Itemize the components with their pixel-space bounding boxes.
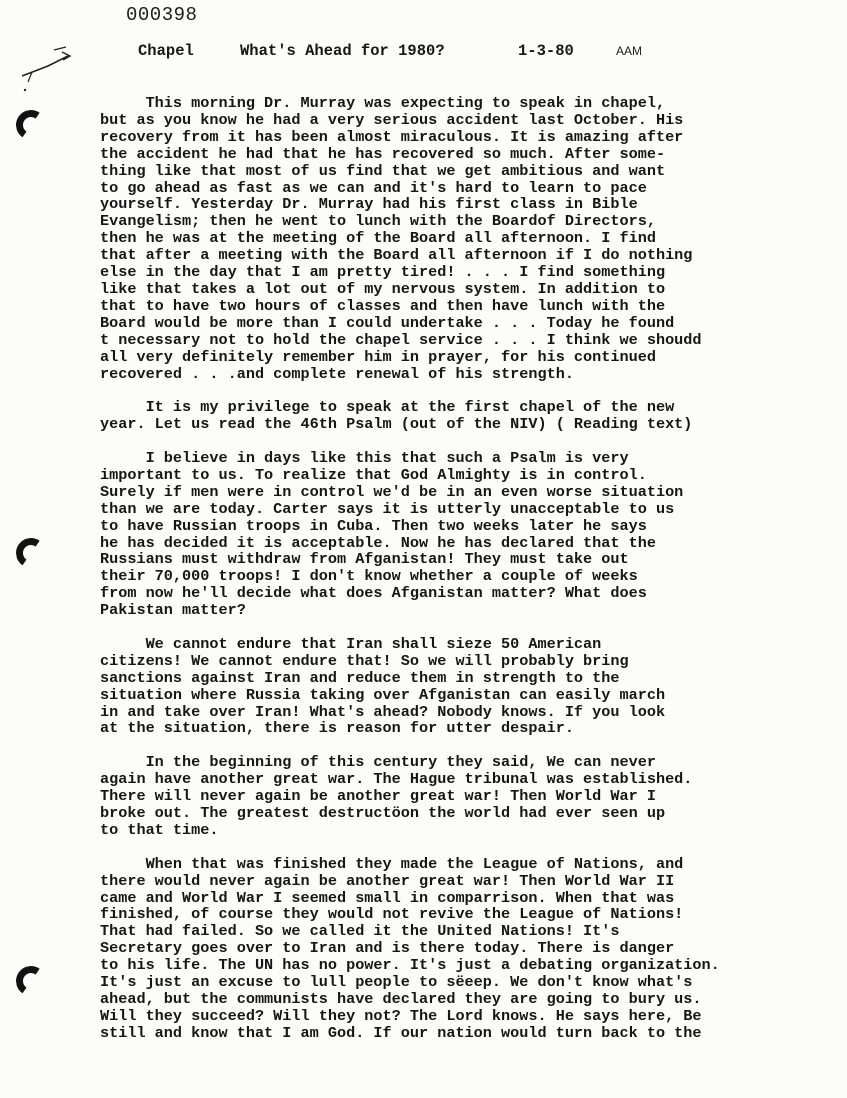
text-line: This morning Dr. Murray was expecting to speak in chapel, <box>100 94 666 112</box>
text-line: there would never again be another great war! Then World War II <box>100 871 675 890</box>
document-body <box>100 95 815 1059</box>
handwritten-arrow-mark <box>18 44 78 94</box>
text-line: In the beginning of this century they said, We can never <box>100 753 656 772</box>
text-line: Evangelism; then he went to lunch with the Boardof Directors, <box>100 212 656 231</box>
text-line: to have Russian troops in Cuba. Then two weeks later he says <box>100 516 647 535</box>
text-line: yourself. Yesterday Dr. Murray had his first class in Bible <box>100 195 638 214</box>
header-line <box>138 42 614 60</box>
text-line: from now he'll decide what does Afganistan matter? What does <box>100 584 647 603</box>
header-initials: AAM <box>616 44 643 58</box>
text-line: that after a meeting with the Board all afternoon if I do nothing <box>100 246 693 265</box>
text-line: thing like that most of us find that we get ambitious and want <box>100 161 666 180</box>
text-line: but as you know he had a very serious accident last October. His <box>100 110 684 129</box>
text-line: It's just an excuse to lull people to sëeep. We don't know what's <box>100 973 693 992</box>
header-date: 1-3-80 <box>518 42 574 60</box>
text-line: like that takes a lot out of my nervous system. In addition to <box>100 279 666 298</box>
binder-hole-mark <box>14 108 49 143</box>
text-line: then he was at the meeting of the Board all afternoon. I find <box>100 229 656 248</box>
paragraph <box>100 636 815 737</box>
text-line: came and World War I seemed small in comparrison. When that was <box>100 888 675 907</box>
text-line: at the situation, there is reason for utter despair. <box>100 719 574 738</box>
text-line: important to us. To realize that God Almighty is in control. <box>100 465 647 484</box>
paragraph <box>100 754 815 839</box>
text-line: When that was finished they made the League of Nations, and <box>100 854 684 873</box>
text-line: recovered . . .and complete renewal of his strength. <box>100 364 574 383</box>
text-line: ahead, but the communists have declared they are going to bury us. <box>100 989 702 1008</box>
text-line: still and know that I am God. If our nation would turn back to the <box>100 1023 702 1042</box>
text-line: to that time. <box>100 820 219 839</box>
header-title: What's Ahead for 1980? <box>240 42 445 60</box>
binder-hole-mark <box>14 536 49 571</box>
binder-hole-mark <box>14 964 49 999</box>
text-line: again have another great war. The Hague tribunal was established. <box>100 770 693 789</box>
paragraph <box>100 95 815 382</box>
document-number: 000398 <box>126 4 198 26</box>
text-line: than we are today. Carter says it is utterly unacceptable to us <box>100 499 675 518</box>
text-line: That had failed. So we called it the United Nations! It's <box>100 922 620 941</box>
text-line: Surely if men were in control we'd be in an even worse situation <box>100 482 684 501</box>
paragraph <box>100 856 815 1042</box>
text-line: Board would be more than I could undertake . . . Today he found <box>100 313 675 332</box>
text-line: all very definitely remember him in prayer, for his continued <box>100 347 656 366</box>
text-line: Will they succeed? Will they not? The Lord knows. He says here, Be <box>100 1006 702 1025</box>
text-line: else in the day that I am pretty tired! . . . I find something <box>100 263 666 282</box>
text-line: year. Let us read the 46th Psalm (out of the NIV) ( Reading text) <box>100 415 693 434</box>
paragraph <box>100 399 815 433</box>
text-line: to his life. The UN has no power. It's just a debating organization. <box>100 956 720 975</box>
text-line: There will never again be another great war! Then World War I <box>100 787 656 806</box>
text-line: the accident he had that he has recovered so much. After some- <box>100 144 666 163</box>
text-line: broke out. The greatest destructöon the world had ever seen up <box>100 804 666 822</box>
text-line: that to have two hours of classes and then have lunch with the <box>100 296 666 315</box>
text-line: citizens! We cannot endure that! So we will probably bring <box>100 651 629 670</box>
text-line: their 70,000 troops! I don't know whether a couple of weeks <box>100 567 638 586</box>
text-line: situation where Russia taking over Afganistan can easily march <box>100 685 666 704</box>
text-line: I believe in days like this that such a Psalm is very <box>100 449 629 467</box>
header-category: Chapel <box>138 42 194 60</box>
text-line: sanctions against Iran and reduce them in strength to the <box>100 668 620 687</box>
paragraph <box>100 450 815 619</box>
text-line: in and take over Iran! What's ahead? Nobody knows. If you look <box>100 702 666 721</box>
text-line: recovery from it has been almost miraculous. It is amazing after <box>100 127 684 146</box>
text-line: he has decided it is acceptable. Now he has declared that the <box>100 533 656 552</box>
text-line: It is my privilege to speak at the first chapel of the new <box>100 398 675 417</box>
text-line: finished, of course they would not revive the League of Nations! <box>100 905 684 924</box>
text-line: Russians must withdraw from Afganistan! They must take out <box>100 550 629 569</box>
text-line: t necessary not to hold the chapel service . . . I think we shoudd <box>100 330 702 349</box>
text-line: to go ahead as fast as we can and it's hard to learn to pace <box>100 178 647 197</box>
text-line: Pakistan matter? <box>100 601 246 620</box>
text-line: Secretary goes over to Iran and is there today. There is danger <box>100 939 675 958</box>
text-line: We cannot endure that Iran shall sieze 50 American <box>100 634 602 653</box>
